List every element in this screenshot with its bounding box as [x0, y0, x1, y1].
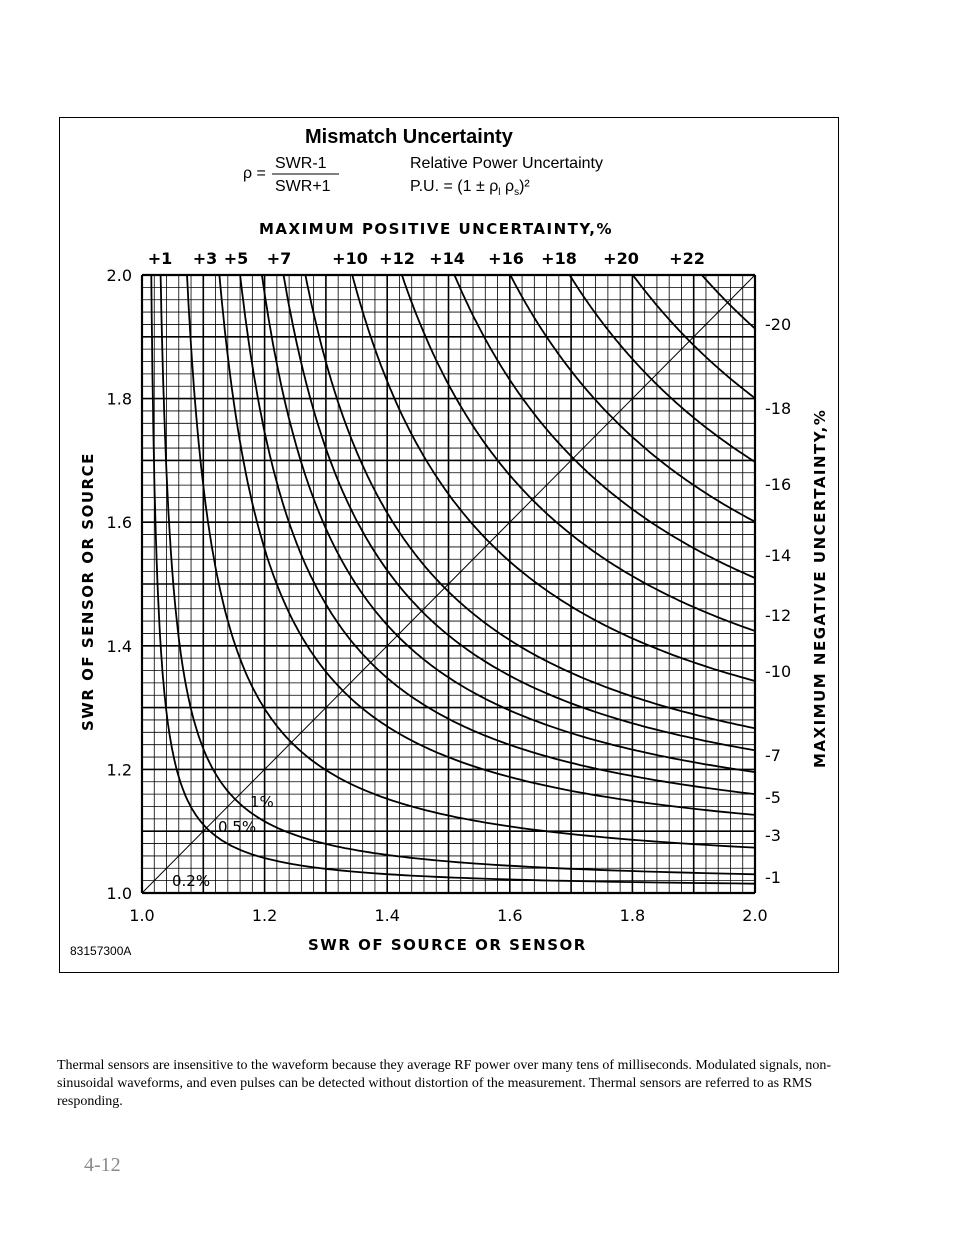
positive-uncertainty-label: +12	[379, 249, 415, 268]
right-axis-title: MAXIMUM NEGATIVE UNCERTAINTY,%	[811, 408, 829, 768]
negative-uncertainty-label: -3	[765, 826, 781, 845]
negative-uncertainty-label: -14	[765, 546, 792, 565]
y-tick-label: 1.8	[106, 389, 132, 409]
positive-uncertainty-label: +1	[147, 249, 173, 268]
negative-uncertainty-label: -1	[765, 868, 781, 887]
negative-uncertainty-label: -5	[765, 788, 781, 807]
negative-uncertainty-label: -16	[765, 475, 792, 494]
negative-uncertainty-label: -18	[765, 399, 792, 418]
x-tick-label: 1.8	[619, 906, 646, 925]
x-tick-label: 2.0	[742, 906, 768, 925]
x-tick-label: 1.6	[497, 906, 523, 925]
positive-uncertainty-label: +10	[332, 249, 368, 268]
y-tick-label: 2.0	[106, 266, 132, 285]
figure-frame	[59, 117, 839, 973]
y-tick-label: 1.0	[106, 884, 132, 903]
rho-symbol: ρ =	[243, 165, 266, 182]
rho-numerator: SWR-1	[275, 155, 327, 172]
negative-uncertainty-label: -20	[765, 315, 792, 334]
negative-uncertainty-label: -12	[765, 606, 792, 625]
y-axis-title: SWR OF SENSOR OR SOURCE	[79, 452, 97, 731]
x-tick-label: 1.4	[374, 906, 400, 925]
pu-formula: P.U. = ($1 \pm \rho_l$ $\rho_s)^2$	[410, 178, 530, 198]
positive-uncertainty-label: +5	[223, 249, 249, 268]
body-paragraph: Thermal sensors are insensitive to the waveform because they average RF power over many tens of milliseconds. Modulated signals, non-sinusoidal waveforms, and even pulses can be detected without distortion of the measurement. Thermal sensors are referred to as RMS responding.	[57, 1058, 832, 1109]
positive-uncertainty-label: +16	[488, 249, 524, 268]
negative-uncertainty-label: -10	[765, 662, 792, 681]
positive-uncertainty-label: +7	[266, 249, 292, 268]
chart-title: Mismatch Uncertainty	[305, 126, 513, 148]
pu-title: Relative Power Uncertainty	[410, 155, 603, 172]
figure-code: 83157300A	[70, 944, 132, 958]
page-number: 4-12	[84, 1154, 121, 1176]
x-tick-label: 1.2	[251, 906, 278, 925]
rho-denominator: SWR+1	[275, 178, 331, 195]
positive-uncertainty-label: +14	[429, 249, 465, 268]
y-tick-label: 1.4	[106, 636, 132, 656]
positive-uncertainty-label: +22	[669, 249, 705, 268]
x-tick-label: 1.0	[129, 906, 155, 925]
diagonal-annotation: 0.5%	[218, 818, 257, 836]
y-tick-label: 1.2	[106, 760, 132, 780]
positive-uncertainty-label: +3	[192, 249, 218, 268]
y-tick-label: 1.6	[106, 513, 132, 533]
diagonal-annotation: 1%	[250, 793, 274, 811]
x-axis-title: SWR OF SOURCE OR SENSOR	[308, 936, 587, 954]
positive-uncertainty-label: +18	[541, 249, 577, 268]
positive-uncertainty-label: +20	[603, 249, 639, 268]
diagonal-annotation: 0.2%	[172, 872, 211, 890]
top-axis-title: MAXIMUM POSITIVE UNCERTAINTY,%	[259, 220, 613, 238]
negative-uncertainty-label: -7	[765, 746, 781, 765]
mismatch-chart	[60, 118, 838, 972]
